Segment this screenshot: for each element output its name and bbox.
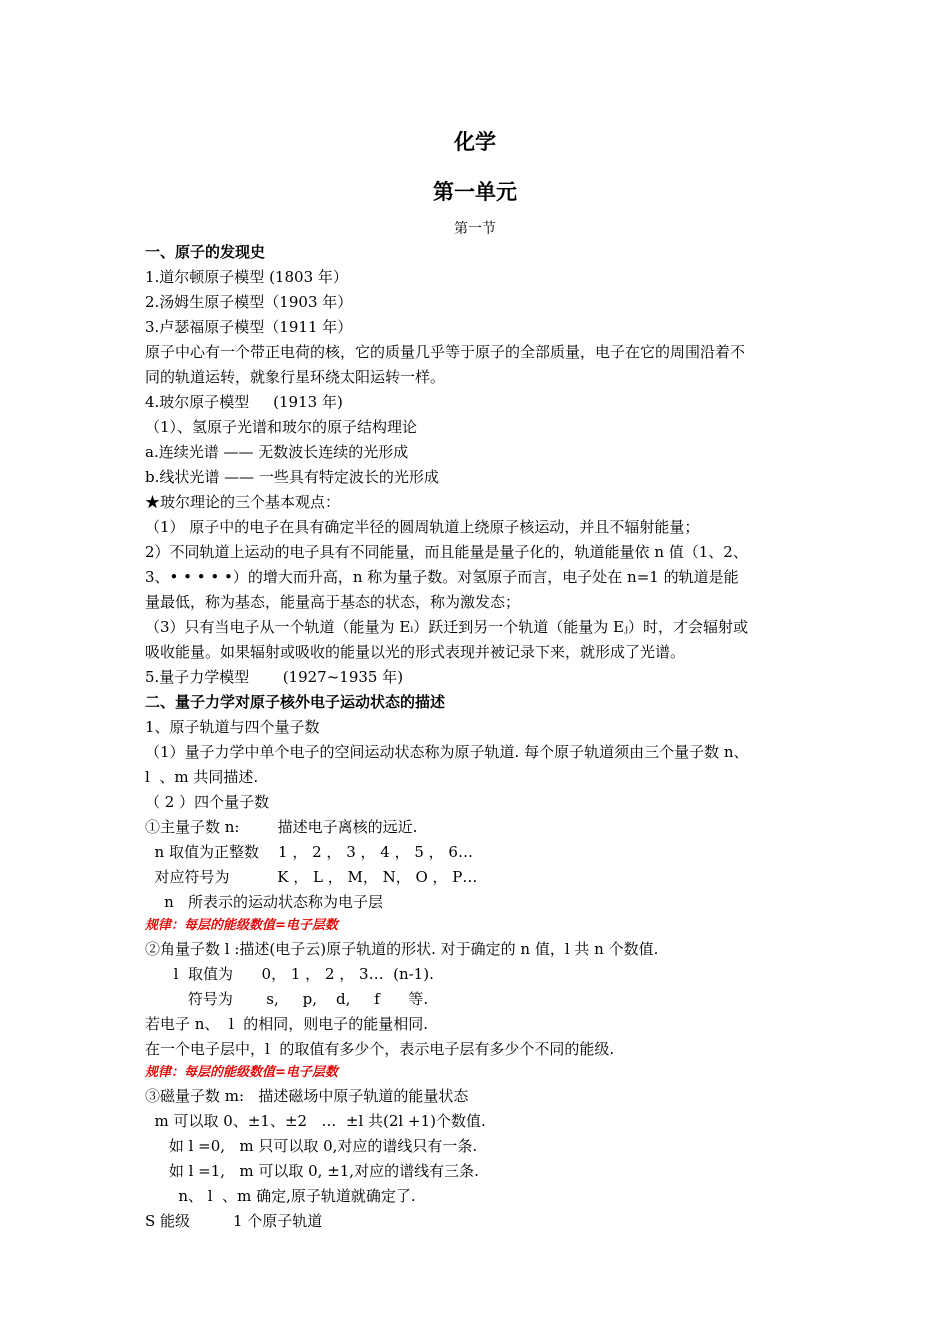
rule-note: 规律：每层的能级数值=电子层数 [145,1065,338,1080]
text-line: 4.玻尔原子模型 (1913 年) [145,393,343,411]
text-line: 量最低，称为基态，能量高于基态的状态，称为激发态； [145,593,521,611]
text-line: a.连续光谱 —— 无数波长连续的光形成 [145,443,409,461]
text-line: l 取值为 0， 1 ， 2 ， 3… (n-1). [145,965,434,983]
text-line: 3.卢瑟福原子模型（1911 年） [145,318,353,336]
document-title: 化学 [454,130,496,154]
text-line: 2.汤姆生原子模型（1903 年） [145,293,353,311]
text-line: m 可以取 0、±1、±2 … ±l 共(2l +1)个数值. [145,1112,486,1130]
text-line: 如 l =1, m 可以取 0, ±1,对应的谱线有三条. [145,1162,479,1180]
text-line: S 能级 1 个原子轨道 [145,1212,323,1230]
section-heading: 一、原子的发现史 [145,243,266,261]
text-line: 在一个电子层中，l 的取值有多少个，表示电子层有多少个不同的能级. [145,1040,615,1058]
section-label: 第一节 [454,221,496,237]
text-line: ③磁量子数 m: 描述磁场中原子轨道的能量状态 [145,1087,469,1105]
text-line: 如 l =0, m 只可以取 0,对应的谱线只有一条. [145,1137,478,1155]
text-line: （ 2 ）四个量子数 [145,793,270,811]
text-line: 1、原子轨道与四个量子数 [145,718,320,736]
text-line: （1）、氢原子光谱和玻尔的原子结构理论 [145,418,418,436]
text-line: 5.量子力学模型 (1927~1935 年) [145,668,404,686]
text-line: ②角量子数 l :描述(电子云)原子轨道的形状. 对于确定的 n 值，l 共 n 个数值. [145,940,659,958]
section-heading: 二、量子力学对原子核外电子运动状态的描述 [145,693,446,711]
text-line: b.线状光谱 —— 一些具有特定波长的光形成 [145,468,439,486]
rule-note: 规律：每层的能级数值=电子层数 [145,918,338,933]
text-line: 1.道尔顿原子模型 (1803 年） [145,268,348,286]
text-line: 符号为 s, p, d, f 等. [145,990,429,1008]
document-body [145,240,815,1234]
text-line: 3、• • • • •）的增大而升高，n 称为量子数。对氢原子而言，电子处在 n=1 的轨道是能 [145,568,739,586]
text-line: l 、m 共同描述. [145,768,259,786]
text-line: 对应符号为 K ， L ， M， N， O ， P… [145,868,478,886]
text-line: 原子中心有一个带正电荷的核，它的质量几乎等于原子的全部质量，电子在它的周围沿着不 [145,343,746,361]
text-line: 同的轨道运转，就象行星环绕太阳运转一样。 [145,368,446,386]
text-line: （1） 原子中的电子在具有确定半径的圆周轨道上绕原子核运动，并且不辐射能量； [145,518,700,536]
text-line: 若电子 n、 l 的相同，则电子的能量相同. [145,1015,429,1033]
text-line: n、 l 、m 确定,原子轨道就确定了. [145,1187,416,1205]
text-line: ①主量子数 n: 描述电子离核的远近. [145,818,418,836]
text-line: 2）不同轨道上运动的电子具有不同能量，而且能量是量子化的，轨道能量依 n 值（1、2、 [145,543,748,561]
text-line: n 取值为正整数 1 ， 2 ， 3 ， 4 ， 5 ， 6… [145,843,473,861]
unit-title: 第一单元 [433,180,517,204]
text-line: ★玻尔理论的三个基本观点： [145,493,341,511]
text-line: （3）只有当电子从一个轨道（能量为 Eᵢ）跃迁到另一个轨道（能量为 Eⱼ）时，才会辐射或 [145,618,748,636]
text-line: n 所表示的运动状态称为电子层 [145,893,384,911]
text-line: 吸收能量。如果辐射或吸收的能量以光的形式表现并被记录下来，就形成了光谱。 [145,643,686,661]
text-line: （1）量子力学中单个电子的空间运动状态称为原子轨道. 每个原子轨道须由三个量子数 n、 [145,743,749,761]
